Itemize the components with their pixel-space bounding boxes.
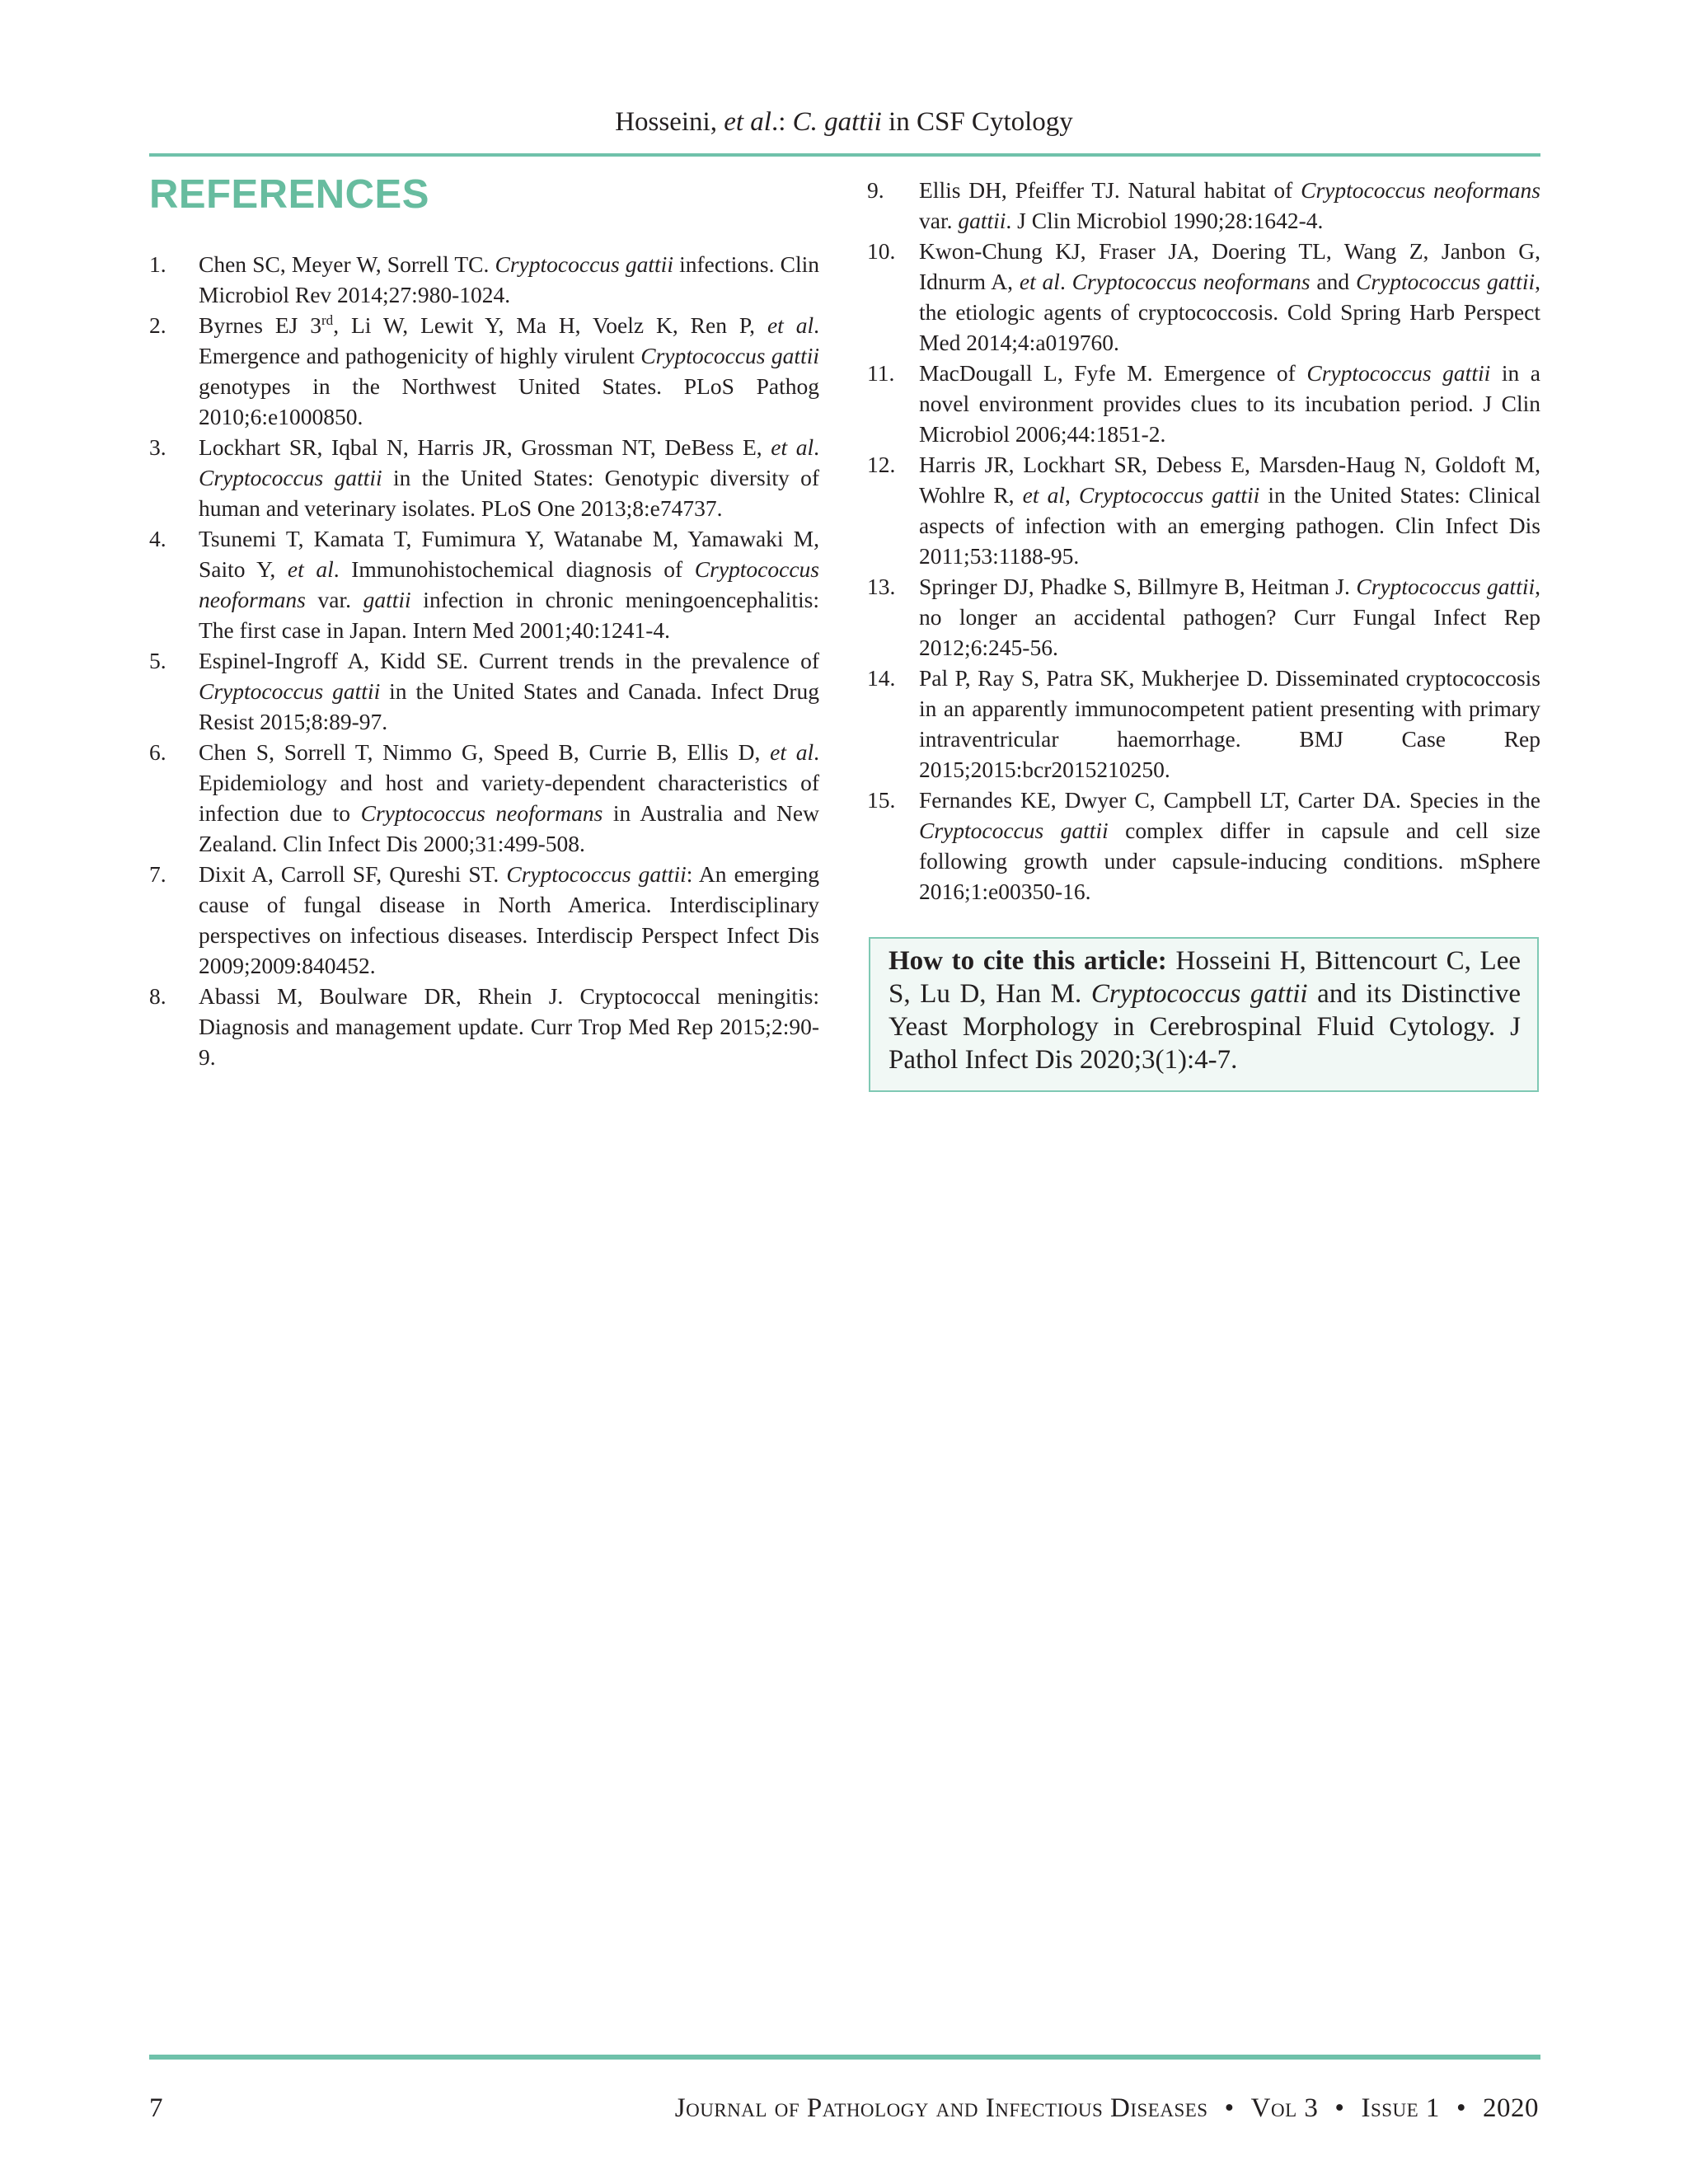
reference-text-part: Pal P, Ray S, Patra SK, Mukherjee D. Disseminated cryptococcosis in an apparently immunocompetent patient presenting with primary intraventricular haemorrhage. BMJ Case Rep 2015;2015:bcr2015210250. [919, 665, 1540, 782]
reference-number: 13. [867, 574, 896, 599]
reference-text-italic: Cryptococcus neoformans [199, 556, 819, 612]
reference-text-part: infections. Clin Microbiol Rev 2014;27:980-1024. [199, 251, 819, 307]
reference-item [149, 859, 819, 981]
page-number: 7 [149, 2093, 163, 2123]
reference-text-italic: Cryptococcus neoformans [360, 800, 603, 826]
reference-text-part: Harris JR, Lockhart SR, Debess E, Marsden-Haug N, Goldoft M, Wohlre R, [919, 452, 1540, 508]
reference-text-part: Springer DJ, Phadke S, Billmyre B, Heitman J. [919, 574, 1357, 599]
reference-number: 12. [867, 452, 896, 477]
reference-number: 14. [867, 665, 896, 691]
reference-number: 2. [149, 312, 166, 338]
reference-text [199, 523, 819, 645]
reference-item [149, 310, 819, 432]
reference-text-part: . Epidemiology and host and variety-dependent characteristics of infection due to [199, 739, 819, 826]
reference-text [199, 310, 819, 432]
reference-text-italic: Cryptococcus gattii [495, 251, 673, 277]
references-column-left [149, 249, 819, 1072]
running-head-etal: et al [724, 107, 771, 137]
running-head-author: Hosseini, [615, 107, 724, 137]
reference-item [867, 175, 1540, 236]
reference-item [149, 249, 819, 310]
reference-text-italic: Cryptococcus gattii [506, 861, 687, 887]
reference-text-italic: gattii [958, 208, 1006, 233]
reference-text [919, 571, 1540, 663]
reference-text [919, 663, 1540, 785]
reference-text-italic: Cryptococcus gattii [199, 678, 381, 704]
reference-text-part: . Emergence and pathogenicity of highly virulent [199, 312, 819, 368]
journal-issue: Issue 1 [1361, 2093, 1440, 2123]
reference-text-part: Lockhart SR, Iqbal N, Harris JR, Grossman NT, DeBess E, [199, 434, 771, 460]
reference-text [919, 785, 1540, 907]
reference-text-italic: Cryptococcus gattii [1306, 360, 1491, 386]
reference-text-italic: Cryptococcus gattii [1355, 269, 1536, 294]
reference-item [867, 571, 1540, 663]
reference-text [199, 645, 819, 737]
footer-separator: • [1456, 2093, 1466, 2123]
footer-separator: • [1334, 2093, 1345, 2123]
reference-text-part: Ellis DH, Pfeiffer TJ. Natural habitat of [919, 177, 1301, 203]
reference-text-part: Tsunemi T, Kamata T, Fumimura Y, Watanabe M, Yamawaki M, Saito Y, [199, 526, 819, 582]
journal-volume: Vol 3 [1250, 2093, 1319, 2123]
reference-text-italic: Cryptococcus gattii [1078, 482, 1260, 508]
reference-text-part: var. [305, 587, 363, 612]
reference-number: 10. [867, 238, 896, 264]
reference-item [149, 737, 819, 859]
reference-text-italic: Cryptococcus gattii [199, 465, 382, 490]
references-column-right [867, 175, 1540, 907]
reference-text-part: var. [919, 208, 959, 233]
reference-text-part: , no longer an accidental pathogen? Curr Fungal Infect Rep 2012;6:245-56. [919, 574, 1540, 660]
reference-item [149, 432, 819, 523]
reference-text-italic: Cryptococcus gattii [1356, 574, 1536, 599]
reference-item [149, 523, 819, 645]
reference-text-italic: Cryptococcus gattii [919, 818, 1109, 843]
reference-text-part: : An emerging cause of fungal disease in North America. Interdisciplinary perspectives on infectious diseases. Interdiscip Perspect Infect Dis 2009;2009:840452. [199, 861, 819, 978]
reference-text-part: Byrnes EJ 3 [199, 312, 322, 338]
reference-text-part: Fernandes KE, Dwyer C, Campbell LT, Carter DA. Species in the [919, 787, 1540, 813]
reference-text-part: Chen SC, Meyer W, Sorrell TC. [199, 251, 495, 277]
reference-text [199, 981, 819, 1072]
reference-text-part: . J Clin Microbiol 1990;28:1642-4. [1006, 208, 1324, 233]
reference-text [919, 358, 1540, 449]
reference-text-part: . [814, 434, 819, 460]
reference-item [867, 663, 1540, 785]
journal-name: Journal of Pathology and Infectious Diseases [674, 2093, 1208, 2123]
citation-box [869, 937, 1539, 1092]
reference-text-part: infection in chronic meningoencephalitis: The first case in Japan. Intern Med 2001;40:1241-4. [199, 587, 819, 643]
citation-label: How to cite this article: [889, 946, 1167, 976]
reference-text-part: . Immunohistochemical diagnosis of [333, 556, 695, 582]
reference-text-part: in the United States and Canada. Infect Drug Resist 2015;8:89-97. [199, 678, 819, 734]
reference-number: 4. [149, 526, 166, 551]
reference-number: 8. [149, 983, 166, 1009]
citation-text-before: Hosseini H, Bittencourt C, Lee S, Lu D, Han M. [889, 946, 1521, 1009]
reference-text-part: in a novel environment provides clues to its incubation period. J Clin Microbiol 2006;44:1851-2. [919, 360, 1540, 447]
reference-text-part: , the etiologic agents of cryptococcosis. Cold Spring Harb Perspect Med 2014;4:a019760. [919, 269, 1540, 355]
reference-number: 6. [149, 739, 166, 765]
journal-footer [675, 2092, 1539, 2125]
reference-number: 3. [149, 434, 166, 460]
citation-text-after: and its Distinctive Yeast Morphology in Cerebrospinal Fluid Cytology. J Pathol Infect Dis 2020;3(1):4-7. [889, 979, 1521, 1075]
header-rule [149, 153, 1540, 157]
reference-text-italic: gattii [363, 587, 411, 612]
reference-number: 7. [149, 861, 166, 887]
reference-text-italic: et al [1019, 269, 1060, 294]
reference-text-part: in Australia and New Zealand. Clin Infect Dis 2000;31:499-508. [199, 800, 819, 856]
reference-text-italic: et al [767, 312, 814, 338]
reference-text-italic: Cryptococcus gattii [640, 343, 819, 368]
running-head-species: C. gattii [792, 107, 882, 137]
footer-rule [149, 2055, 1540, 2060]
citation-species: Cryptococcus gattii [1090, 979, 1308, 1009]
reference-text [199, 737, 819, 859]
reference-text-italic: Cryptococcus neoformans [1301, 177, 1540, 203]
running-head-colon: .: [771, 107, 793, 137]
reference-item [149, 981, 819, 1072]
reference-text [199, 859, 819, 981]
reference-text-italic: et al [770, 739, 814, 765]
reference-item [867, 236, 1540, 358]
reference-item [867, 358, 1540, 449]
journal-year: 2020 [1483, 2093, 1539, 2123]
reference-text [199, 249, 819, 310]
running-head [0, 105, 1688, 138]
reference-text-part: Abassi M, Boulware DR, Rhein J. Cryptococcal meningitis: Diagnosis and management update. Curr Trop Med Rep 2015;2:90-9. [199, 983, 819, 1070]
reference-text [919, 236, 1540, 358]
reference-text-italic: et al [287, 556, 334, 582]
reference-text-part: and [1310, 269, 1356, 294]
reference-text-part: complex differ in capsule and cell size following growth under capsule-inducing conditions. mSphere 2016;1:e00350-16. [919, 818, 1540, 904]
reference-text-part: in the United States: Clinical aspects of infection with an emerging pathogen. Clin Infect Dis 2011;53:1188-95. [919, 482, 1540, 569]
reference-text-part: Dixit A, Carroll SF, Qureshi ST. [199, 861, 507, 887]
reference-text-italic: et al [771, 434, 814, 460]
running-head-title: in CSF Cytology [881, 107, 1073, 137]
references-heading: REFERENCES [149, 172, 429, 217]
reference-text [919, 449, 1540, 571]
reference-number: 15. [867, 787, 896, 813]
footer-separator: • [1224, 2093, 1235, 2123]
reference-text-part: , [1064, 482, 1079, 508]
reference-item [149, 645, 819, 737]
reference-text-part: in the United States: Genotypic diversity of human and veterinary isolates. PLoS One 2013;8:e74737. [199, 465, 820, 521]
reference-text-part: . [1059, 269, 1072, 294]
reference-number: 5. [149, 648, 166, 673]
reference-number: 11. [867, 360, 895, 386]
reference-number: 9. [867, 177, 884, 203]
reference-text-part: rd [321, 312, 334, 328]
reference-number: 1. [149, 251, 166, 277]
reference-text-part: genotypes in the Northwest United States. PLoS Pathog 2010;6:e1000850. [199, 373, 819, 429]
reference-text-part: Kwon-Chung KJ, Fraser JA, Doering TL, Wang Z, Janbon G, Idnurm A, [919, 238, 1540, 294]
reference-text-part: MacDougall L, Fyfe M. Emergence of [919, 360, 1307, 386]
reference-text-part: Chen S, Sorrell T, Nimmo G, Speed B, Currie B, Ellis D, [199, 739, 771, 765]
reference-item [867, 449, 1540, 571]
reference-text [919, 175, 1540, 236]
reference-text-italic: et al [1022, 482, 1065, 508]
reference-text-italic: Cryptococcus neoformans [1071, 269, 1311, 294]
reference-text [199, 432, 819, 523]
reference-item [867, 785, 1540, 907]
reference-text-part: Espinel-Ingroff A, Kidd SE. Current trends in the prevalence of [199, 648, 819, 673]
reference-text-part: , Li W, Lewit Y, Ma H, Voelz K, Ren P, [333, 312, 767, 338]
